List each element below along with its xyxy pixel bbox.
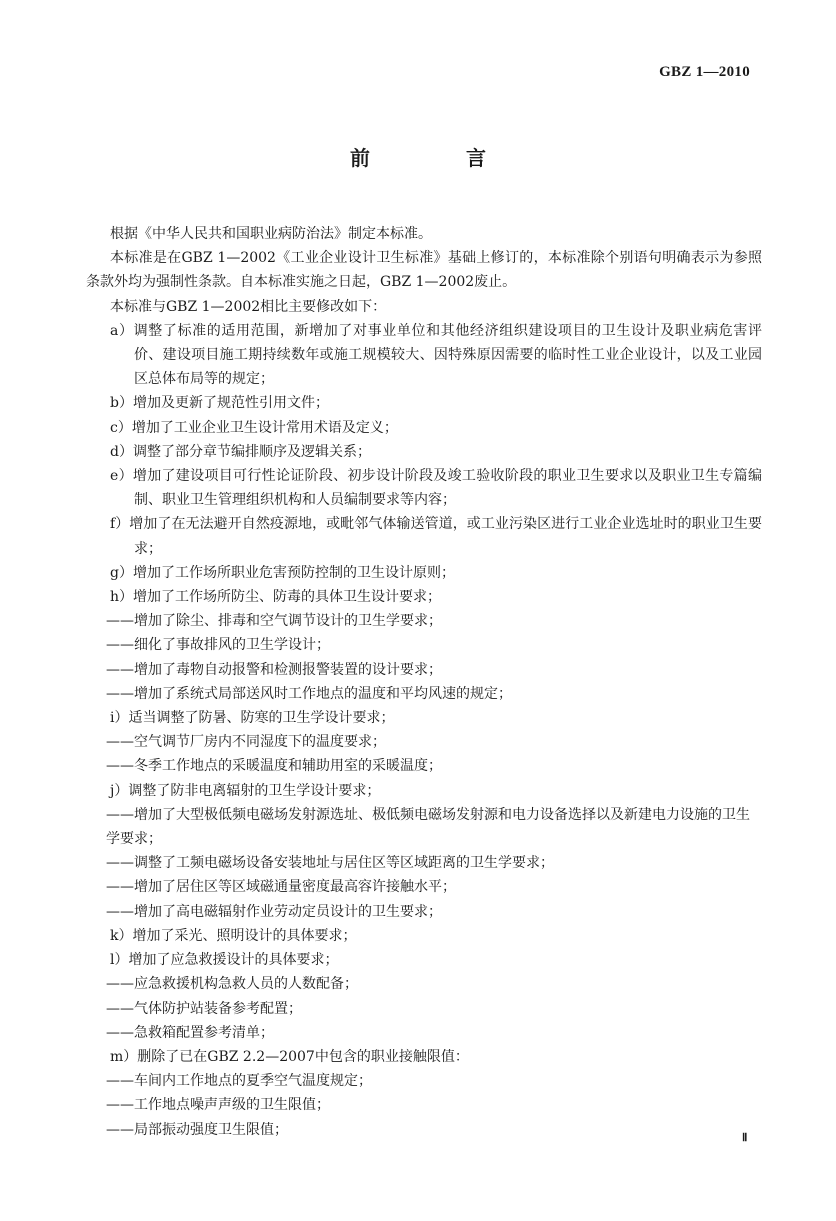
list-item-e: e）增加了建设项目可行性论证阶段、初步设计阶段及竣工验收阶段的职业卫生要求以及职业卫生专篇编制、职业卫生管理组织机构和人员编制要求等内容； bbox=[110, 468, 762, 509]
page-title: 前 言 bbox=[350, 146, 524, 170]
sub-list-item: ——增加了高电磁辐射作业劳动定员设计的卫生要求； bbox=[106, 903, 442, 920]
sub-list-item: ——细化了事故排风的卫生学设计； bbox=[106, 637, 330, 654]
list-item-i: i）适当调整了防暑、防寒的卫生学设计要求； bbox=[110, 710, 395, 727]
list-item-g: g）增加了工作场所职业危害预防控制的卫生设计原则； bbox=[110, 564, 455, 581]
list-item-b: b）增加及更新了规范性引用文件； bbox=[110, 395, 329, 412]
list-item-l: l）增加了应急救援设计的具体要求； bbox=[110, 952, 339, 969]
list-item-d: d）调整了部分章节编排顺序及逻辑关系； bbox=[110, 443, 371, 460]
list-item-h: h）增加了工作场所防尘、防毒的具体卫生设计要求； bbox=[110, 589, 442, 606]
list-item-c: c）增加了工业企业卫生设计常用术语及定义； bbox=[110, 419, 398, 436]
sub-list-item: ——空气调节厂房内不同湿度下的温度要求； bbox=[106, 734, 386, 751]
list-item-a: a）调整了标准的适用范围，新增加了对事业单位和其他经济组织建设项目的卫生设计及职业病危害评价、建设项目施工期持续数年或施工规模较大、因特殊原因需要的临时性工业企业设计，以及工业园区总体布局等的规定； bbox=[110, 322, 762, 388]
sub-list-item: ——工作地点噪声声级的卫生限值； bbox=[106, 1097, 330, 1114]
standard-code: GBZ 1—2010 bbox=[659, 64, 750, 80]
page-number: Ⅱ bbox=[742, 1132, 748, 1144]
list-item-k: k）增加了采光、照明设计的具体要求； bbox=[110, 927, 357, 944]
list-item-j: j）调整了防非电离辐射的卫生学设计要求； bbox=[110, 782, 381, 799]
list-item-m: m）删除了已在GBZ 2.2—2007中包含的职业接触限值： bbox=[110, 1048, 469, 1065]
sub-list-item: ——应急救援机构急救人员的人数配备； bbox=[106, 976, 358, 993]
paragraph: 本标准是在GBZ 1—2002《工业企业设计卫生标准》基础上修订的，本标准除个别语句明确表示为参照条款外均为强制性条款。自本标准实施之日起，GBZ 1—2002废止。 bbox=[86, 250, 762, 291]
sub-list-item: ——冬季工作地点的采暖温度和辅助用室的采暖温度； bbox=[106, 758, 442, 775]
sub-list-item: ——急救箱配置参考清单； bbox=[106, 1024, 274, 1041]
sub-list-item: ——增加了系统式局部送风时工作地点的温度和平均风速的规定； bbox=[106, 685, 512, 702]
paragraph: 本标准与GBZ 1—2002相比主要修改如下： bbox=[110, 298, 387, 315]
sub-list-item: ——局部振动强度卫生限值； bbox=[106, 1121, 288, 1138]
paragraph: 根据《中华人民共和国职业病防治法》制定本标准。 bbox=[110, 226, 432, 242]
sub-list-item: ——气体防护站装备参考配置； bbox=[106, 1000, 302, 1017]
sub-list-item: ——调整了工频电磁场设备安装地址与居住区等区域距离的卫生学要求； bbox=[106, 855, 554, 872]
document-body bbox=[86, 222, 762, 1142]
sub-list-item: ——增加了大型极低频电磁场发射源选址、极低频电磁场发射源和电力设备选择以及新建电力设施的卫生学要求； bbox=[106, 806, 750, 848]
sub-list-item: ——车间内工作地点的夏季空气温度规定； bbox=[106, 1073, 372, 1090]
list-item-f: f）增加了在无法避开自然疫源地，或毗邻气体输送管道，或工业污染区进行工业企业选址时的职业卫生要求； bbox=[110, 516, 762, 557]
sub-list-item: ——增加了除尘、排毒和空气调节设计的卫生学要求； bbox=[106, 613, 442, 630]
sub-list-item: ——增加了毒物自动报警和检测报警装置的设计要求； bbox=[106, 661, 442, 678]
sub-list-item: ——增加了居住区等区域磁通量密度最高容许接触水平； bbox=[106, 879, 456, 896]
